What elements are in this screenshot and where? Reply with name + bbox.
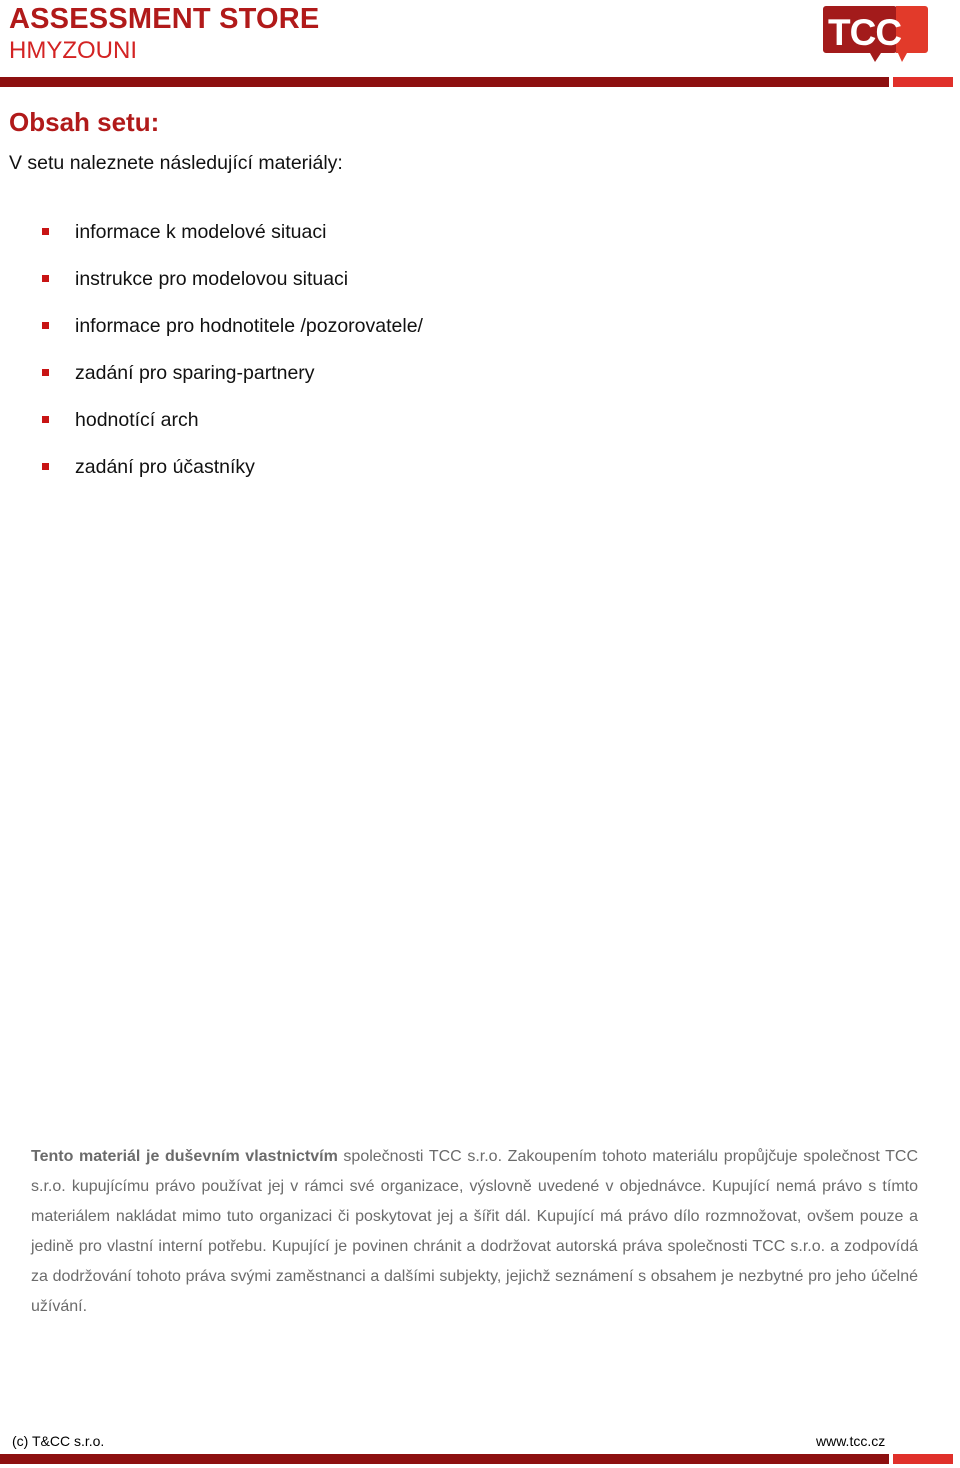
copyright-notice-body: společnosti TCC s.r.o. Zakoupením tohoto materiálu propůjčuje společnost TCC s.r.o. kupujícímu právo používat jej v rámci své organizace, výslovně uvedené v objednávce. Kupující nemá právo s tímto materiálem nakládat mimo tuto organizaci či poskytovat jej a šířit dál. Kupující má právo dílo rozmnožovat, ovšem pouze a jedině pro vlastní interní potřebu. Kupující je povinen chránit a dodržovat autorská práva společnosti TCC s.r.o. a zodpovídá za dodržování tohoto práva svými zaměstnanci a dalšími subjekty, jejichž seznámení s obsahem je nezbytné pro jeho účelné užívání. [31, 1148, 918, 1315]
footer-rule-light [893, 1454, 953, 1464]
list-item-text: hodnotící arch [75, 409, 199, 431]
copyright-notice [31, 1142, 918, 1322]
header-rule-dark [0, 77, 889, 87]
list-item-text: informace pro hodnotitele /pozorovatele/ [75, 315, 423, 337]
square-bullet-icon [42, 322, 49, 329]
intro-text: V setu naleznete následující materiály: [9, 152, 343, 174]
footer-website-link[interactable]: www.tcc.cz [816, 1433, 886, 1449]
header-rule-light [893, 77, 953, 87]
logo-text: TCC [828, 12, 902, 53]
footer-copyright: (c) T&CC s.r.o. [12, 1433, 105, 1449]
product-subtitle: HMYZOUNI [9, 37, 137, 64]
square-bullet-icon [42, 416, 49, 423]
list-item-text: instrukce pro modelovou situaci [75, 268, 349, 290]
copyright-notice-lead: Tento materiál je duševním vlastnictvím [31, 1148, 338, 1165]
section-heading: Obsah setu: [9, 107, 160, 137]
square-bullet-icon [42, 463, 49, 470]
list-item-text: zadání pro účastníky [75, 456, 255, 478]
square-bullet-icon [42, 228, 49, 235]
square-bullet-icon [42, 275, 49, 282]
footer-rule-dark [0, 1454, 889, 1464]
square-bullet-icon [42, 369, 49, 376]
store-title: ASSESSMENT STORE [9, 3, 320, 35]
tcc-logo [823, 4, 931, 66]
list-item-text: informace k modelové situaci [75, 221, 327, 243]
list-item-text: zadání pro sparing-partnery [75, 362, 315, 384]
